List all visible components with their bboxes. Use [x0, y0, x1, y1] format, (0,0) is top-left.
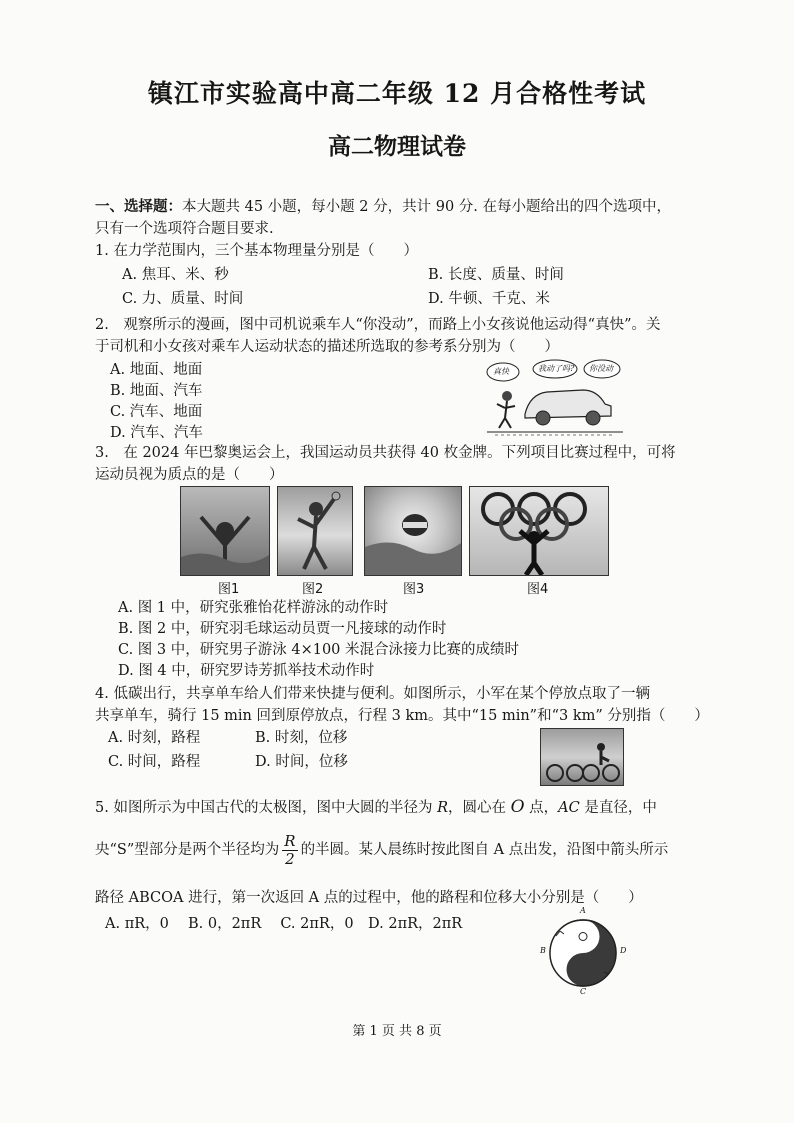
- bikes-drawing: [541, 729, 623, 785]
- relay-swimmer: [365, 487, 461, 575]
- photo-3-swimming-relay: [364, 486, 462, 576]
- q5-text-1c: 点，: [524, 800, 559, 816]
- taiji-drawing: [538, 906, 628, 996]
- q5-text-1b: ，圆心在: [447, 800, 511, 816]
- bubble-fast: 真快: [493, 367, 509, 376]
- exam-subtitle: 高二物理试卷: [328, 133, 466, 160]
- q4-option-b: B. 时刻，位移: [255, 730, 348, 746]
- q3-option-d: D. 图 4 中，研究罗诗芳抓举技术动作时: [118, 663, 375, 679]
- q3-stem-2: 运动员视为质点的是（ ）: [95, 467, 284, 483]
- q3-option-a: A. 图 1 中，研究张雅怡花样游泳的动作时: [118, 600, 389, 616]
- q5-var-ac: AC: [558, 800, 580, 816]
- section-desc-2: 只有一个选项符合题目要求.: [95, 221, 274, 237]
- q2-option-d: D. 汽车、汽车: [110, 425, 203, 441]
- fraction-numerator: R: [284, 831, 296, 850]
- q3-option-b: B. 图 2 中，研究羽毛球运动员贾一凡接球的动作时: [118, 621, 447, 637]
- point-d-label: D: [620, 946, 627, 955]
- bubble-you-didnt: 你没动: [589, 364, 613, 373]
- caption-fig4: 图4: [527, 582, 549, 597]
- photo-1-swimming: [180, 486, 270, 576]
- bubble-did-i-move: 我动了吗?: [538, 364, 575, 373]
- q1-option-a: A. 焦耳、米、秒: [122, 267, 229, 283]
- photo-2-badminton: [277, 486, 353, 576]
- q4-stem-1: 4. 低碳出行，共享单车给人们带来快捷与便利。如图所示，小军在某个停放点取了一辆: [95, 686, 650, 702]
- caption-fig3: 图3: [403, 582, 425, 597]
- q5-text-2b: 的半圆。某人晨练时按此图自 A 点出发，沿图中箭头所示: [300, 842, 669, 858]
- q5-text-1a: 5. 如图所示为中国古代的太极图，图中大圆的半径为: [95, 800, 438, 816]
- cartoon-illustration: [485, 356, 625, 438]
- page-footer: 第 1 页 共 8 页: [352, 1024, 442, 1039]
- q4-option-a: A. 时刻，路程: [108, 730, 201, 746]
- q2-option-c: C. 汽车、地面: [110, 404, 203, 420]
- section-heading: 一、选择题：: [95, 198, 182, 215]
- section-desc-1: 本大题共 45 小题，每小题 2 分，共计 90 分. 在每小题给出的四个选项中，: [182, 199, 671, 215]
- caption-fig1: 图1: [218, 582, 240, 597]
- taiji-diagram: [538, 906, 628, 996]
- swimmer-figure: [181, 487, 269, 575]
- q4-option-d: D. 时间，位移: [255, 754, 348, 770]
- q3-option-c: C. 图 3 中，研究男子游泳 4×100 米混合泳接力比赛的成绩时: [118, 642, 520, 658]
- q2-option-a: A. 地面、地面: [110, 362, 203, 378]
- q5-line-1: [95, 797, 657, 818]
- q1-option-c: C. 力、质量、时间: [122, 291, 244, 307]
- section-intro: [95, 197, 671, 217]
- point-c-label: C: [580, 987, 587, 996]
- badminton-player: [278, 487, 352, 575]
- q5-line-3: 路径 ABCOA 进行，第一次返回 A 点的过程中，他的路程和位移大小分别是（ ）: [95, 890, 643, 906]
- q5-text-1d: 是直径，中: [579, 800, 657, 816]
- q5-text-2a: 央“S”型部分是两个半径均为: [95, 842, 280, 858]
- q1-stem: 1. 在力学范围内，三个基本物理量分别是（ ）: [95, 243, 418, 259]
- fraction-denominator: 2: [285, 849, 295, 868]
- q3-stem-1: 3. 在 2024 年巴黎奥运会上，我国运动员共获得 40 枚金牌。下列项目比赛过程中，可将: [95, 445, 676, 461]
- q4-option-c: C. 时间，路程: [108, 754, 201, 770]
- photo-4-weightlifting: [469, 486, 609, 576]
- q5-var-r: R: [437, 800, 448, 816]
- q4-stem-2: 共享单车，骑行 15 min 回到原停放点，行程 3 km。其中“15 min”和“3 km” 分别指（ ）: [95, 708, 709, 724]
- q5-line-2: [95, 830, 668, 870]
- q1-option-d: D. 牛顿、千克、米: [428, 291, 550, 307]
- exam-title: 镇江市实验高中高二年级 12 月合格性考试: [147, 79, 647, 108]
- caption-fig2: 图2: [302, 582, 324, 597]
- q5-options: A. πR，0 B. 0，2πR C. 2πR，0 D. 2πR，2πR: [105, 916, 463, 932]
- point-a-label: A: [580, 906, 586, 915]
- r-over-2-fraction: [282, 833, 297, 868]
- olympic-rings-lifter: [470, 487, 608, 575]
- point-b-label: B: [540, 946, 546, 955]
- q2-stem-2: 于司机和小女孩对乘车人运动状态的描述所选取的参考系分别为（ ）: [95, 339, 559, 355]
- q2-stem-1: 2. 观察所示的漫画，图中司机说乘车人“你没动”，而路上小女孩说他运动得“真快”。关: [95, 317, 661, 333]
- q1-option-b: B. 长度、质量、时间: [428, 267, 564, 283]
- q5-var-o: O: [510, 797, 525, 817]
- photo-shared-bikes: [540, 728, 624, 786]
- q2-option-b: B. 地面、汽车: [110, 383, 203, 399]
